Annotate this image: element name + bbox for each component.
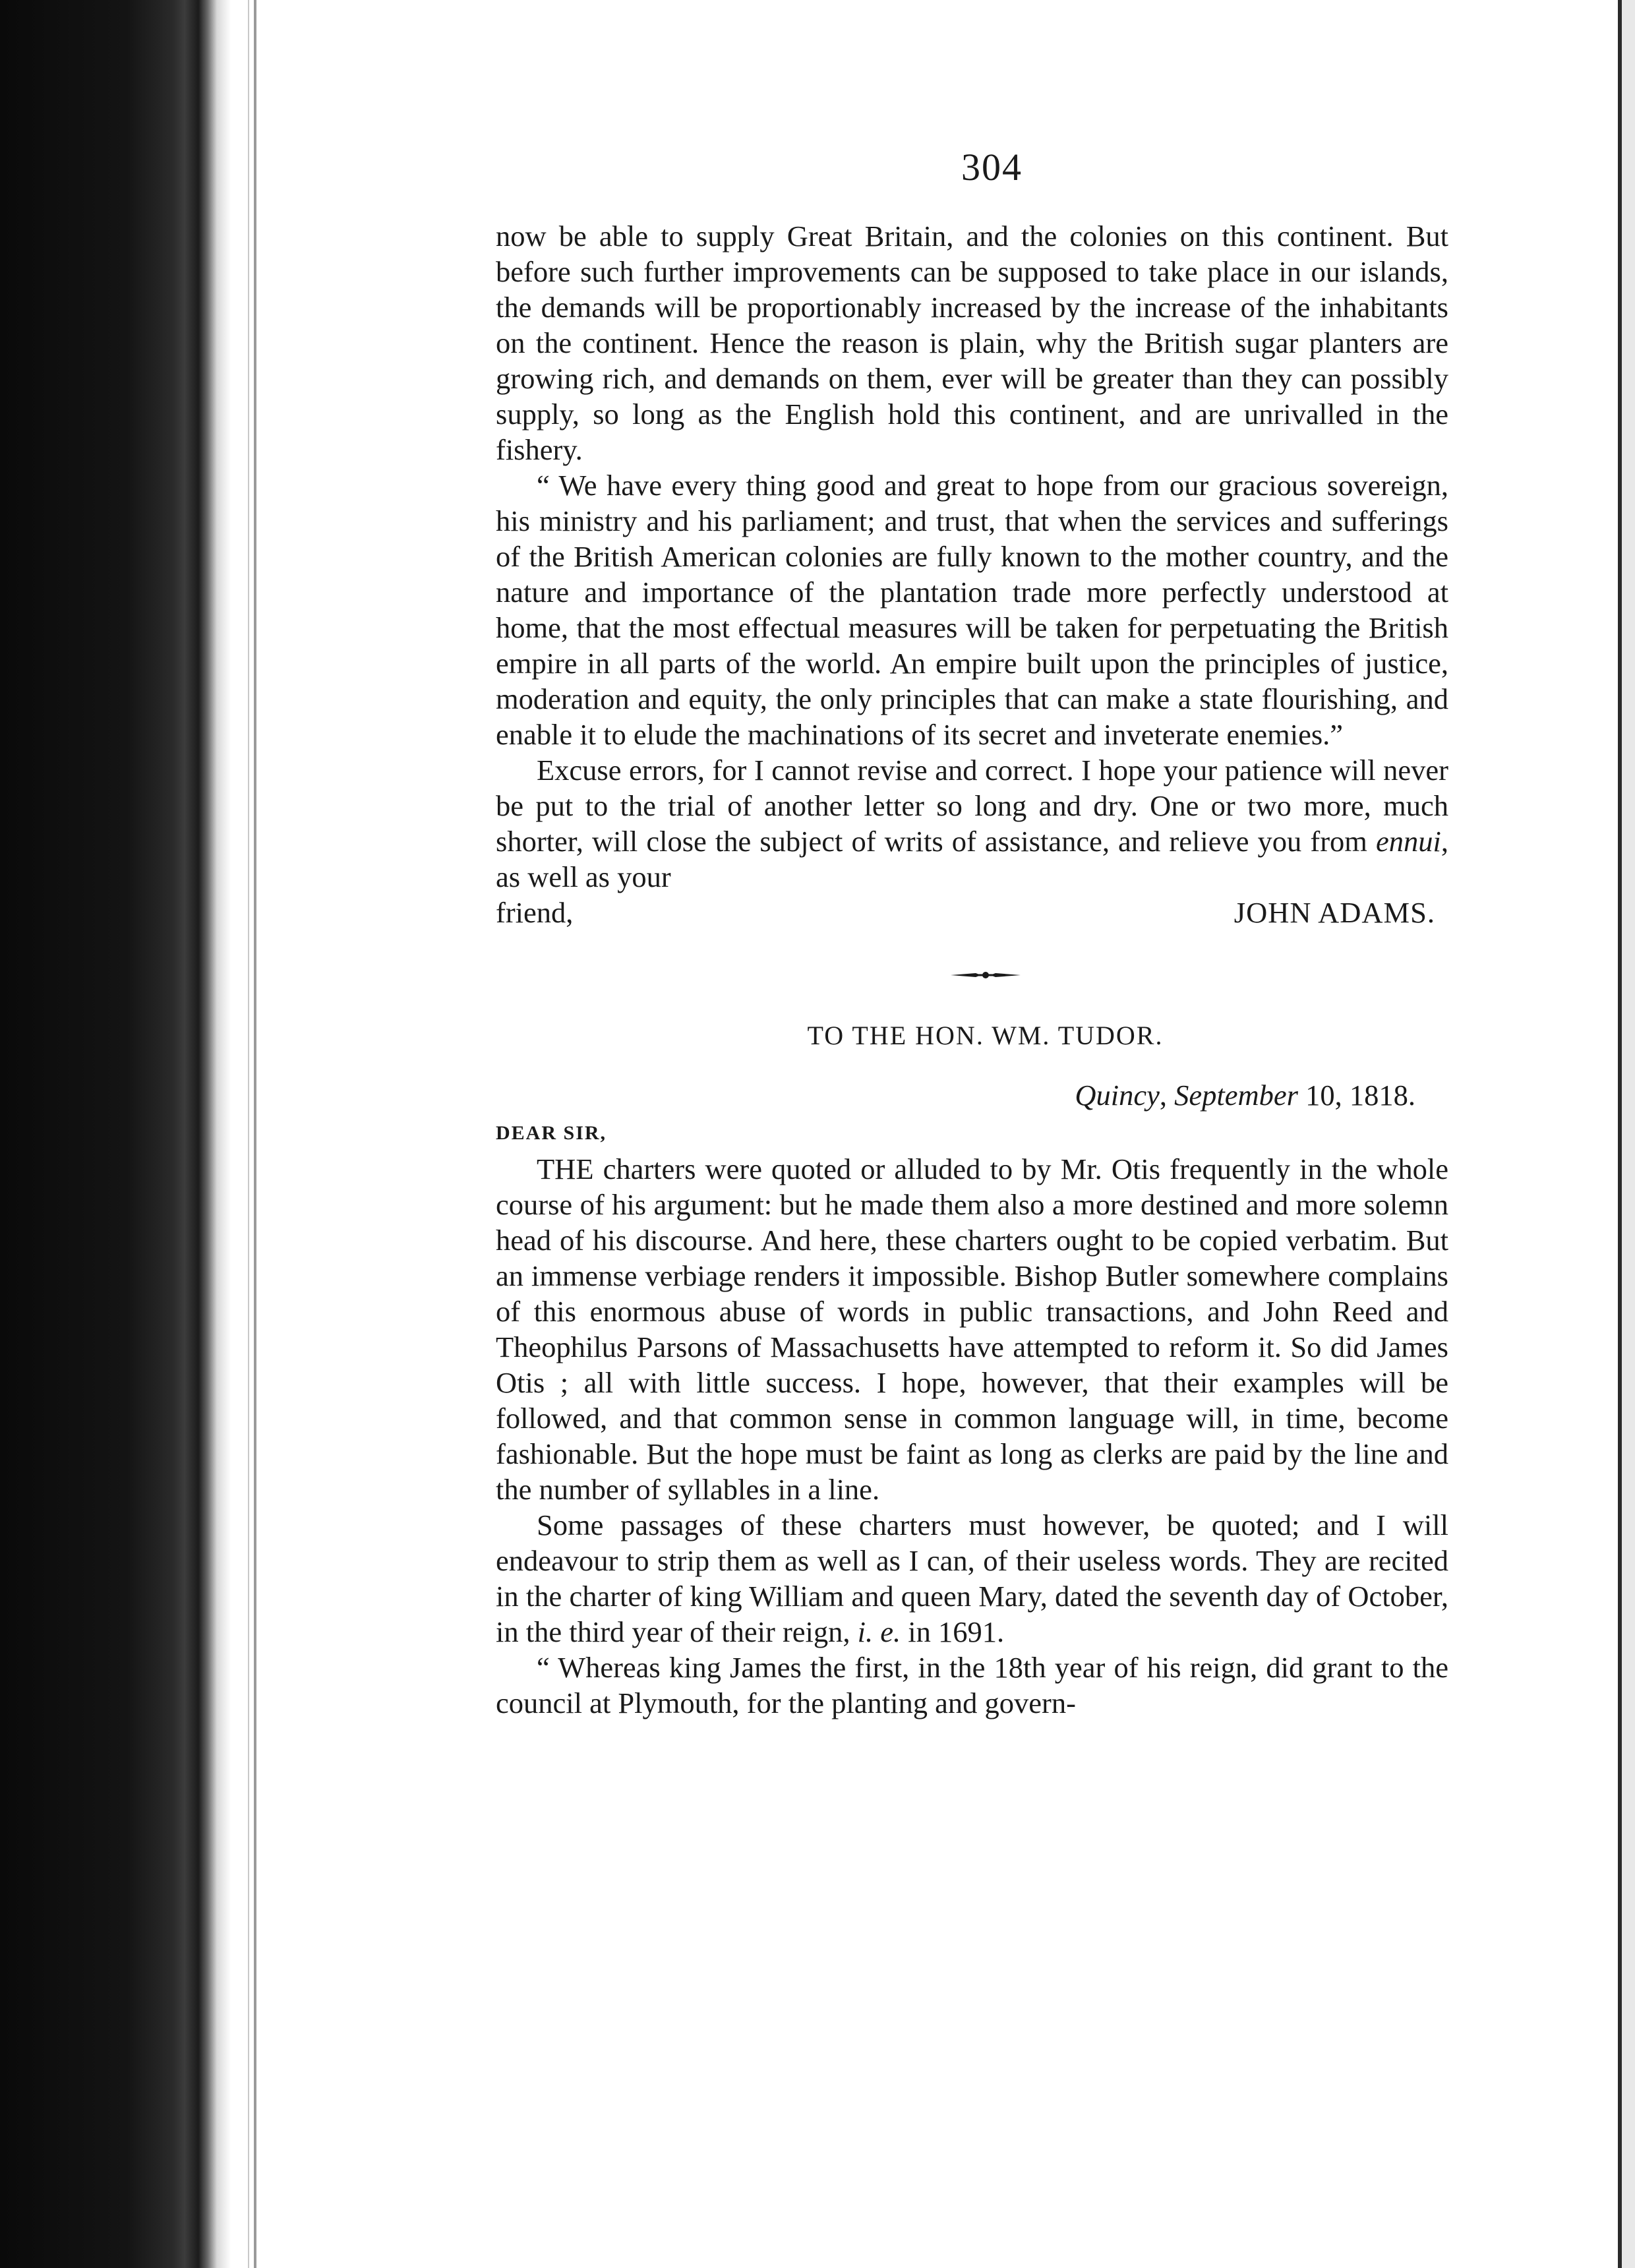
paragraph: THE charters were quoted or alluded to by Mr. Otis frequently in the whole course of his argument: but he made them also a more destined and more solemn head of his discourse. And here, these charters ought to be copied verbatim. But an immense verbiage renders it impossible. Bishop Butler somewhere complains of this enormous abuse of words in public transactions, and John Reed and Theophilus Parsons of Massachusetts have attempted to reform it. So did James Otis ; all with little success. I hope, however, that their examples will be followed, and that common sense in common language will, in time, become fashionable. But the hope must be faint as long as clerks are paid by the line and the number of syllables in a line. [496,1152,1448,1506]
closing-text-end: , as well as your [496,825,1448,893]
signature: JOHN ADAMS. [1234,896,1435,929]
date-place: Quincy [1075,1079,1160,1112]
charters-text: Some passages of these charters must however, be quoted; and I will endeavour to strip them as well as I can, of their useless words. They are recited in the charter of king William and queen Mary, dated the seventh day of October, in the third year of their reign, [496,1508,1448,1648]
page-number: 304 [961,146,1023,189]
date-month: September [1174,1079,1298,1112]
page-right-margin [1622,0,1635,2268]
closing-italic: ennui [1376,825,1441,858]
closing-friend: friend, [496,896,574,929]
book-page [496,145,1448,1721]
gutter-edge-line [254,0,256,2268]
charters-text-end: in 1691. [901,1615,1005,1648]
divider-ornament-icon [949,970,1022,980]
paragraph-final: “ Whereas king James the first, in the 18th year of his reign, did grant to the council at Plymouth, for the planting and govern- [496,1651,1448,1719]
paragraph: now be able to supply Great Britain, and the colonies on this continent. But before such further improvements can be supposed to take place in our islands, the demands will be proportionably increased by the increase of the inhabitants on the continent. Hence the reason is plain, why the British sugar planters are growing rich, and demands on them, ever will be greater than they can possibly supply, so long as the English hold this continent, and are unrivalled in the fishery. [496,220,1448,466]
paragraph-quote: “ We have every thing good and great to hope from our gracious sovereign, his ministry and his parliament; and trust, that when the services and sufferings of the British American colonies are fully known to the mother country, and the nature and importance of the plantation trade more perfectly understood at home, that the most effectual measures will be taken for perpetuating the British empire in all parts of the world. An empire built upon the principles of justice, moderation and equity, the only principles that can make a state flourishing, and enable it to elude the machinations of its secret and inveterate enemies.” [496,469,1448,751]
page-right-edge [1618,0,1622,2268]
book-gutter [0,0,231,2268]
closing-paragraph [496,752,1448,895]
section-divider-ornament [496,970,1448,980]
signature-line [496,895,1448,930]
paragraph-charters [496,1507,1448,1650]
gutter-edge-line [248,0,249,2268]
letter-heading: TO THE HON. WM. TUDOR. [807,1021,1164,1050]
closing-text: Excuse errors, for I cannot revise and correct. I hope your patience will never be put to the trial of another letter so long and dry. One or two more, much shorter, will close the subject of writs of assistance, and relieve you from [496,754,1448,858]
charters-italic: i. e. [857,1615,901,1648]
date-rest: 10, 1818. [1305,1079,1415,1112]
salutation: DEAR SIR, [496,1122,607,1144]
dateline: Quincy, September 10, 1818. [1075,1079,1415,1112]
